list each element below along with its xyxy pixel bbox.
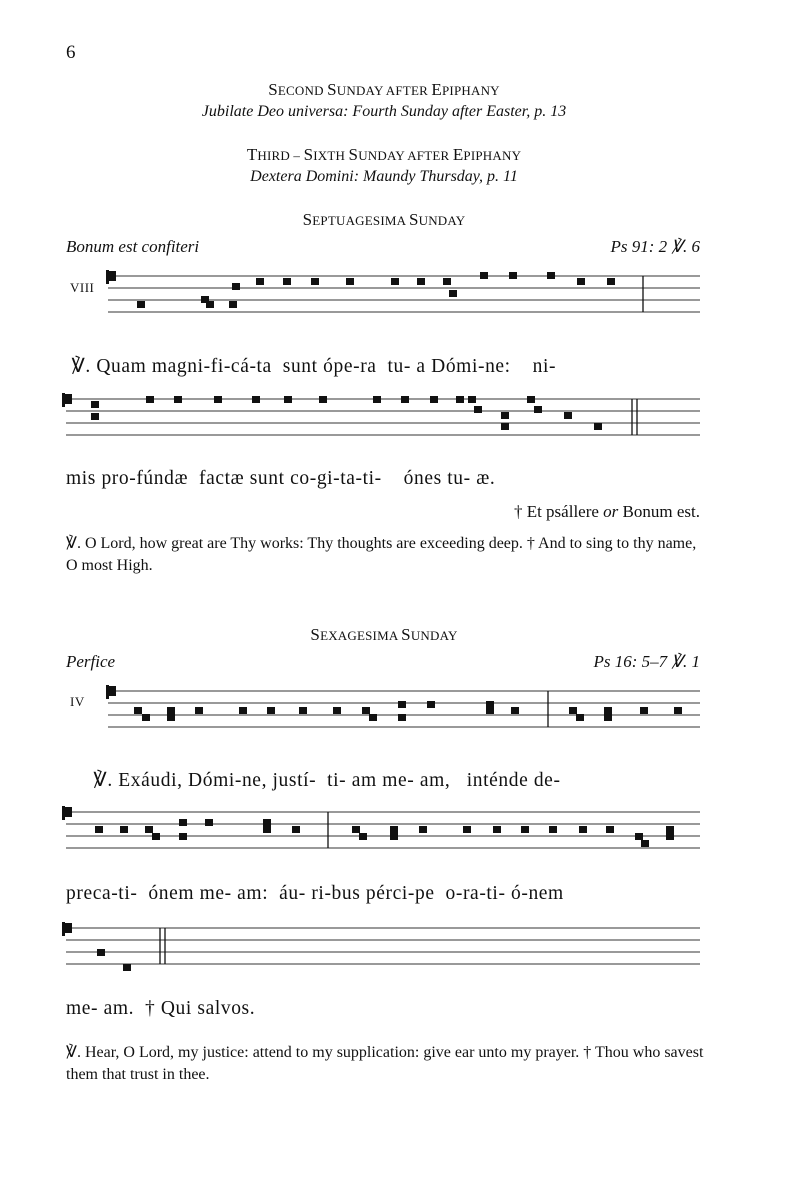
neume [229,301,237,308]
neume [352,826,360,833]
neume [486,701,494,708]
subheading-third-sunday: Dextera Domini: Maundy Thursday, p. 11 [250,168,518,185]
psalm-reference-sexagesima: Ps 16: 5–7 ℣. 1 [593,652,700,671]
heading-third-sunday: THIRD – SIXTH SUNDAY AFTER EPIPHANY [246,145,522,164]
neume [674,707,682,714]
neume [359,833,367,840]
neume [549,826,557,833]
neume [346,278,354,285]
chant-staff-septuagesima-1 [0,260,800,340]
neume [152,833,160,840]
neume [527,396,535,403]
neume [214,396,222,403]
do-clef-icon [62,393,72,407]
neume [576,714,584,721]
psalm-reference-septuagesima: Ps 91: 2 ℣. 6 [610,237,700,256]
neume [91,401,99,408]
neume [369,714,377,721]
neume [641,840,649,847]
neume [142,714,150,721]
neume [594,423,602,430]
neume [179,819,187,826]
do-clef-icon [106,270,116,284]
neume [195,707,203,714]
chant-staff-septuagesima-2 [0,383,800,463]
neume [547,272,555,279]
heading-septuagesima: SEPTUAGESIMA SUNDAY [302,210,466,229]
neume [391,278,399,285]
neume [427,701,435,708]
neume [564,412,572,419]
chant-staff-sexagesima-2 [0,796,800,876]
mode-septuagesima: VIII [70,280,95,295]
neume [283,278,291,285]
neume [468,396,476,403]
do-clef-icon [106,685,116,699]
neume [179,833,187,840]
neume [137,301,145,308]
neume [267,707,275,714]
neume [401,396,409,403]
incipit-septuagesima: Bonum est confiteri [66,237,200,256]
neume [263,819,271,826]
neume [123,964,131,971]
neume [419,826,427,833]
neume [256,278,264,285]
lyric-line-septuagesima-2: mis pro-fúndæ factæ sunt co-gi-ta-ti- ónes tu- æ. [66,468,496,489]
neume [493,826,501,833]
neume [456,396,464,403]
neume [311,278,319,285]
neume [635,833,643,840]
neume [232,283,240,290]
lyric-line-sexagesima-3: me- am. † Qui salvos. [66,998,256,1019]
neume [95,826,103,833]
neume [390,826,398,833]
neume [511,707,519,714]
neume [666,833,674,840]
neume [501,423,509,430]
heading-second-sunday: SECOND SUNDAY AFTER EPIPHANY [268,80,500,99]
neume [474,406,482,413]
neume [205,819,213,826]
mode-sexagesima: IV [70,694,85,709]
neume [174,396,182,403]
neume [145,826,153,833]
neume [206,301,214,308]
rubric-septuagesima: † Et psállere or Bonum est. [513,502,700,521]
neume [480,272,488,279]
translation-septuagesima: ℣. O Lord, how great are Thy works: Thy thoughts are exceeding deep. † And to sing to thy name, O most High. [66,535,697,574]
neume [398,701,406,708]
do-clef-icon [62,922,72,936]
chant-staff-sexagesima-3 [0,912,800,992]
neume [463,826,471,833]
neume [521,826,529,833]
neume [486,707,494,714]
chant-staff-sexagesima-1 [0,675,800,755]
subheading-second-sunday: Jubilate Deo universa: Fourth Sunday after Easter, p. 13 [201,103,567,120]
neume [501,412,509,419]
neume [640,707,648,714]
neume [390,833,398,840]
neume [263,826,271,833]
neume [606,826,614,833]
neume [239,707,247,714]
neume [373,396,381,403]
neume [120,826,128,833]
neume [449,290,457,297]
neume [430,396,438,403]
neume [362,707,370,714]
neume [534,406,542,413]
neume [569,707,577,714]
neume [292,826,300,833]
neume [319,396,327,403]
neume [284,396,292,403]
heading-sexagesima: SEXAGESIMA SUNDAY [310,625,458,644]
do-clef-icon [62,806,72,820]
neume [252,396,260,403]
neume [167,707,175,714]
translation-sexagesima: ℣. Hear, O Lord, my justice: attend to my supplication: give ear unto my prayer. † Thou who savest them that trust in thee. [66,1044,704,1083]
neume [509,272,517,279]
neume [604,714,612,721]
neume [398,714,406,721]
neume [607,278,615,285]
neume [579,826,587,833]
neume [577,278,585,285]
neume [167,714,175,721]
neume [146,396,154,403]
neume [443,278,451,285]
lyric-line-septuagesima-1: ℣. Quam magni-fi-cá-ta sunt ópe-ra tu- a Dómi-ne: ni- [66,356,557,377]
neume [299,707,307,714]
neume [97,949,105,956]
neume [666,826,674,833]
neume [417,278,425,285]
page-number: 6 [66,42,76,63]
lyric-line-sexagesima-1: ℣. Exáudi, Dómi-ne, justí- ti- am me- am, inténde de- [66,770,561,791]
neume [91,413,99,420]
neume [604,707,612,714]
neume [333,707,341,714]
lyric-line-sexagesima-2: preca-ti- ónem me- am: áu- ri-bus pérci-pe o-ra-ti- ó-nem [66,883,564,904]
neume [134,707,142,714]
incipit-sexagesima: Perfice [66,652,116,671]
